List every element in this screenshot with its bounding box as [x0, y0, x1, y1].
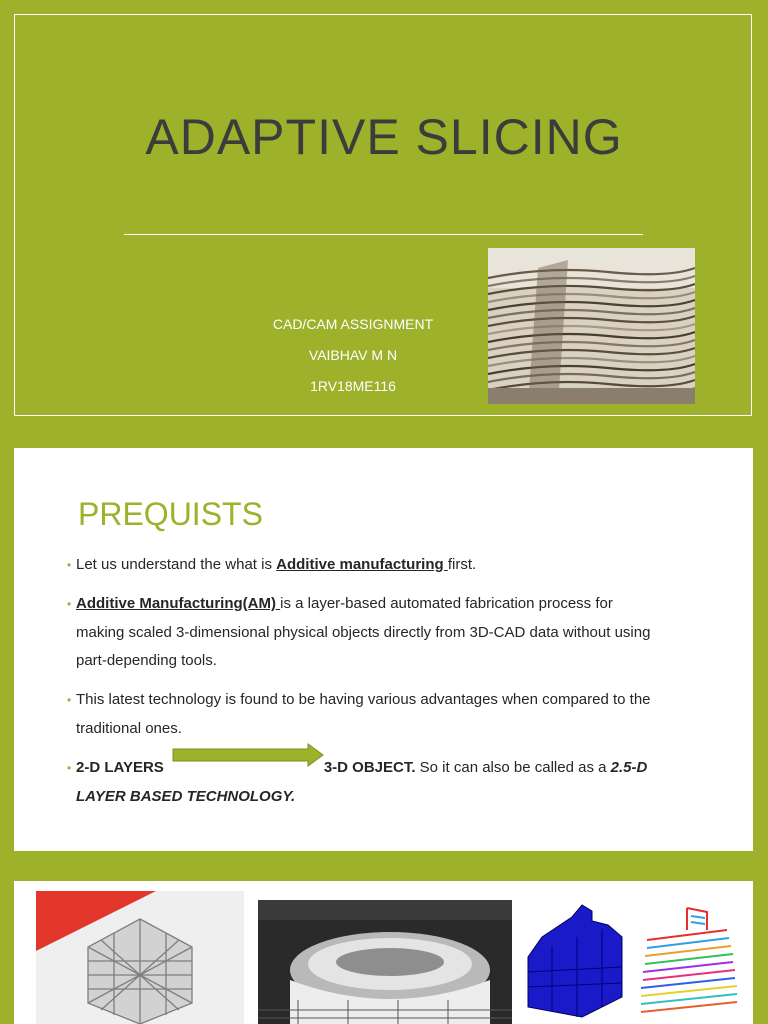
- right-arrow-icon: [172, 743, 324, 767]
- bullet-1: • Let us understand the what is Additive manufacturing first.: [76, 551, 716, 580]
- bullet-2: • Additive Manufacturing(AM) is a layer-based automated fabrication process for making scaled 3-dimensional physical objects directly from 3D-CAD data without using part-depending tools.: [76, 590, 716, 676]
- bullet-dot-icon: •: [67, 761, 72, 775]
- slide-title: ADAPTIVE SLICING: [145, 109, 623, 165]
- subtitle-course: CAD/CAM ASSIGNMENT: [272, 316, 434, 332]
- bullet-dot-icon: •: [67, 597, 72, 611]
- bullet-3: • This latest technology is found to be having various advantages when compared to the traditional ones.: [76, 686, 716, 743]
- slide-heading: PREQUISTS: [78, 496, 263, 532]
- printed-part-photo: [258, 900, 512, 1024]
- subtitle-author: VAIBHAV M N: [308, 347, 398, 363]
- sliced-model-image: [637, 900, 743, 1024]
- lattice-structure-image: [36, 891, 244, 1024]
- layered-rock-photo: [488, 248, 695, 404]
- link-additive-manufacturing-am[interactable]: Additive Manufacturing(AM): [76, 595, 281, 612]
- cad-model-blue-image: [522, 897, 632, 1024]
- subtitle-usn: 1RV18ME116: [310, 378, 396, 394]
- bullet-4: • 2-D LAYERS 3-D OBJECT. So it can also be called as a 2.5-D LAYER BASED TECHNOLOGY.: [76, 754, 716, 811]
- title-divider: [124, 234, 643, 235]
- bullet-dot-icon: •: [67, 693, 72, 707]
- bullet-dot-icon: •: [67, 558, 72, 572]
- link-additive-manufacturing[interactable]: Additive manufacturing: [276, 556, 448, 573]
